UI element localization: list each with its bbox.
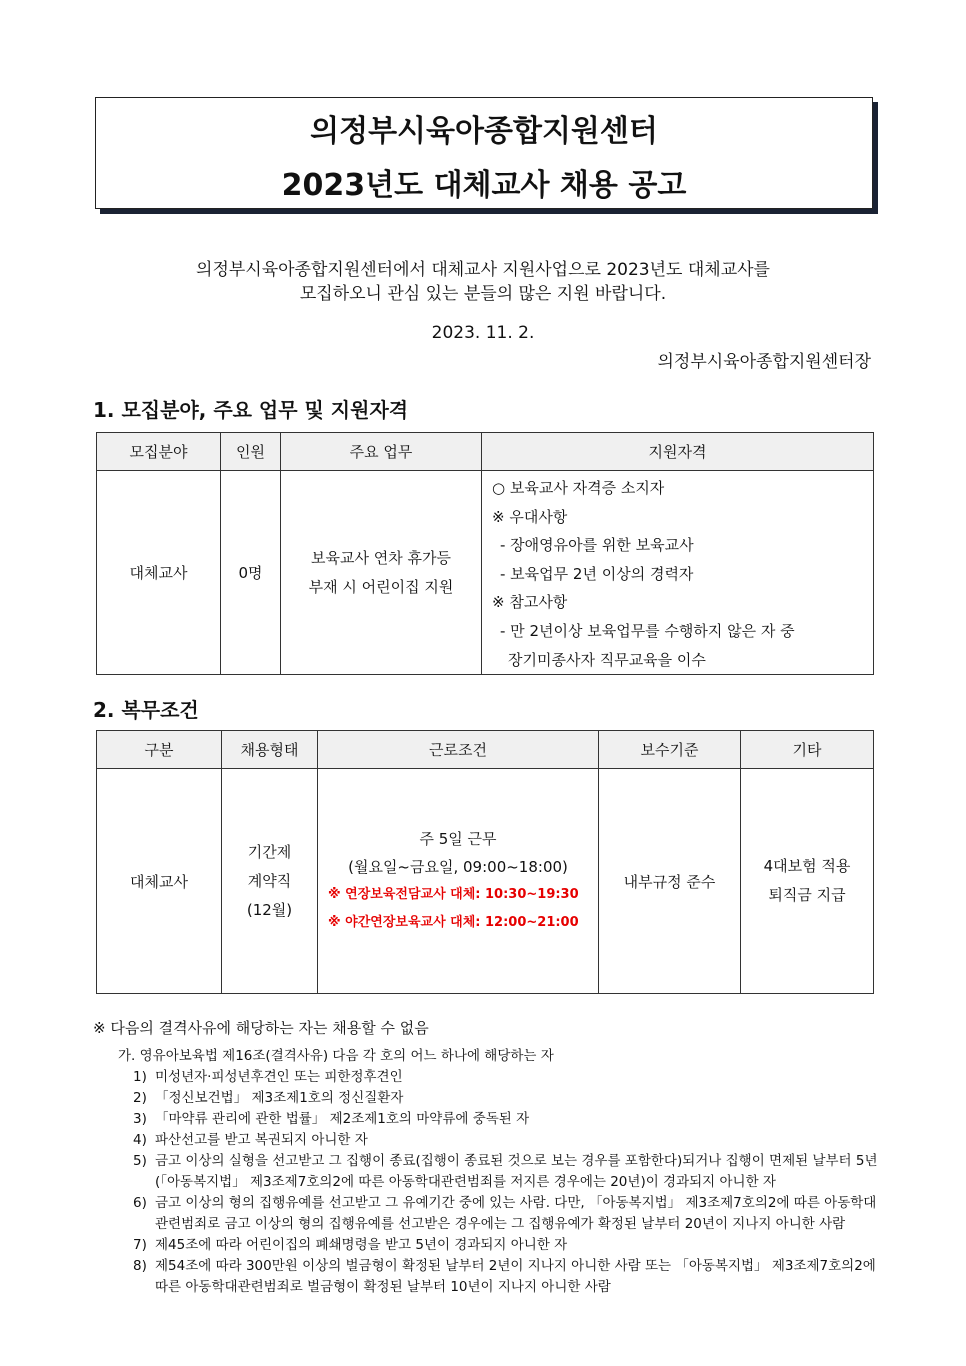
count-cell: 0명 xyxy=(221,471,281,675)
pay-cell: 내부규정 준수 xyxy=(599,769,741,994)
qualification-line: - 보육업무 2년 이상의 경력자 xyxy=(500,564,694,583)
item-number: 2) xyxy=(133,1090,147,1106)
employment-line: (12월) xyxy=(246,900,293,919)
header-field: 모집분야 xyxy=(97,433,221,471)
qualification-line: - 만 2년이상 보육업무를 수행하지 않은 자 중 xyxy=(500,621,795,640)
item-text: 파산선고를 받고 복권되지 아니한 자 xyxy=(155,1132,368,1148)
intro-line-1: 의정부시육아종합지원센터에서 대체교사 지원사업으로 2023년도 대체교사를 xyxy=(196,260,770,280)
work-red-line: ※ 야간연장보육교사 대체: 12:00~21:00 xyxy=(328,915,579,930)
qualification-cell xyxy=(482,471,874,675)
item-text: 미성년자·피성년후견인 또는 피한정후견인 xyxy=(155,1069,403,1085)
employment-line: 계약직 xyxy=(247,871,292,890)
qualification-line: ○ 보육교사 자격증 소지자 xyxy=(492,479,665,497)
header-count: 인원 xyxy=(221,433,281,471)
duty-cell xyxy=(281,471,482,675)
etc-line: 4대보험 적용 xyxy=(763,857,851,875)
work-red-line: ※ 연장보육전담교사 대체: 10:30~19:30 xyxy=(328,887,579,902)
etc-cell xyxy=(741,769,874,994)
notes-subheading: 가. 영유아보육법 제16조(결격사유) 다음 각 호의 어느 하나에 해당하는 자 xyxy=(118,1048,554,1064)
header-category: 구분 xyxy=(97,731,222,769)
intro-line-2: 모집하오니 관심 있는 분들의 많은 지원 바랍니다. xyxy=(299,284,667,304)
header-etc: 기타 xyxy=(741,731,874,769)
title-box xyxy=(95,97,873,209)
item-text: 금고 이상의 형의 집행유예를 선고받고 그 유예기간 중에 있는 사람. 다만, 「아동복지법」 제3조제7호의2에 따른 아동학대관련범죄로 금고 이상의 형의 집행유예를 선고받은 경우에는 그 집행유예가 확정된 날부터 20년이 지나지 아니한 사람 xyxy=(155,1195,877,1232)
item-number: 8) xyxy=(133,1258,147,1274)
notice-title: 2023년도 대체교사 채용 공고 xyxy=(281,168,687,203)
work-line: (월요일~금요일, 09:00~18:00) xyxy=(348,858,568,876)
notice-date: 2023. 11. 2. xyxy=(431,323,535,343)
item-number: 4) xyxy=(133,1132,147,1148)
item-number: 6) xyxy=(133,1195,147,1211)
recruitment-table xyxy=(96,432,874,675)
duty-line: 부재 시 어린이집 지원 xyxy=(308,577,454,596)
header-duty: 주요 업무 xyxy=(281,433,482,471)
work-cell xyxy=(318,769,599,994)
qualification-line: ※ 참고사항 xyxy=(492,593,568,612)
item-text: 금고 이상의 실형을 선고받고 그 집행이 종료(집행이 종료된 것으로 보는 경우를 포함한다)되거나 집행이 면제된 날부터 5년(「아동복지법」 제3조제7호의2에 따른 아동학대관련범죄를 저지른 경우에는 20년)이 경과되지 아니한 자 xyxy=(155,1153,878,1190)
duty-line: 보육교사 연차 휴가등 xyxy=(311,548,451,567)
list-item xyxy=(133,1109,878,1130)
item-number: 1) xyxy=(133,1069,147,1085)
work-conditions-table xyxy=(96,730,874,994)
item-number: 5) xyxy=(133,1153,147,1169)
org-title: 의정부시육아종합지원센터 xyxy=(310,114,658,149)
issuer: 의정부시육아종합지원센터장 xyxy=(657,352,871,372)
list-item xyxy=(133,1256,878,1298)
work-line: 주 5일 근무 xyxy=(419,830,497,848)
section-2-heading: 2. 복무조건 xyxy=(93,698,199,722)
section-1-heading: 1. 모집분야, 주요 업무 및 지원자격 xyxy=(93,398,409,422)
qualification-line: ※ 우대사항 xyxy=(492,507,568,526)
item-text: 제54조에 따라 300만원 이상의 벌금형이 확정된 날부터 2년이 지나지 아니한 사람 또는 「아동복지법」 제3조제7호의2에 따른 아동학대관련범죄로 벌금형이 확정된 날부터 10년이 지나지 아니한 사람 xyxy=(155,1258,876,1295)
disqualification-notes xyxy=(93,1017,878,1298)
item-text: 제45조에 따라 어린이집의 폐쇄명령을 받고 5년이 경과되지 아니한 자 xyxy=(155,1237,568,1253)
header-pay: 보수기준 xyxy=(599,731,741,769)
header-work: 근로조건 xyxy=(318,731,599,769)
employment-cell xyxy=(222,769,318,994)
list-item xyxy=(133,1088,878,1109)
item-number: 7) xyxy=(133,1237,147,1253)
list-item xyxy=(133,1067,878,1088)
item-number: 3) xyxy=(133,1111,147,1127)
qualification-line: 장기미종사자 직무교육을 이수 xyxy=(508,650,706,669)
field-cell: 대체교사 xyxy=(97,471,221,675)
category-cell: 대체교사 xyxy=(97,769,222,994)
employment-line: 기간제 xyxy=(247,842,292,861)
list-item xyxy=(133,1193,878,1235)
header-qualification: 지원자격 xyxy=(482,433,874,471)
notes-heading: ※ 다음의 결격사유에 해당하는 자는 채용할 수 없음 xyxy=(93,1019,429,1037)
list-item xyxy=(133,1235,878,1256)
item-text: 「정신보건법」 제3조제1호의 정신질환자 xyxy=(155,1090,404,1106)
list-item xyxy=(133,1151,878,1193)
header-employment: 채용형태 xyxy=(222,731,318,769)
qualification-line: - 장애영유아를 위한 보육교사 xyxy=(500,536,694,555)
list-item xyxy=(133,1130,878,1151)
etc-line: 퇴직금 지급 xyxy=(768,886,846,904)
item-text: 「마약류 관리에 관한 법률」 제2조제1호의 마약류에 중독된 자 xyxy=(155,1111,530,1127)
